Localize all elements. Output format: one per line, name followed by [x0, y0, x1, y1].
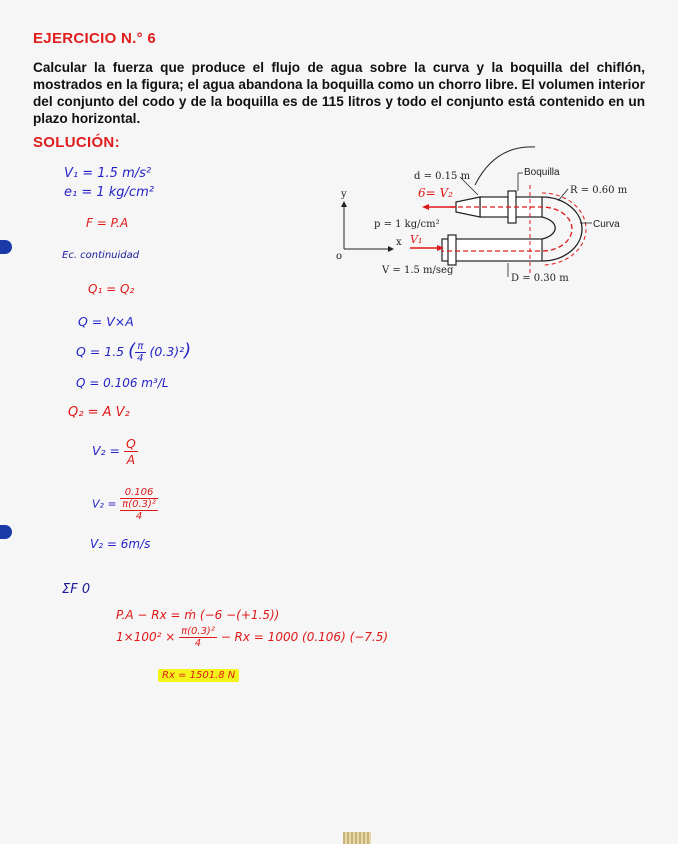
pipe-diagram [330, 135, 650, 295]
paper-mark [343, 832, 371, 844]
velocity2-substitution: V₂ = 0.106 π(0.3)² 4 [92, 487, 156, 522]
binder-hole-bottom [0, 525, 12, 539]
flow-result: Q = 0.106 m³/L [76, 376, 169, 390]
binder-hole-top [0, 240, 12, 254]
given-pressure: e₁ = 1 kg/cm² [64, 185, 154, 200]
exercise-title: EJERCICIO N.° 6 [33, 30, 157, 47]
velocity2-result: V₂ = 6m/s [90, 537, 151, 551]
problem-statement: Calcular la fuerza que produce el flujo de agua sobre la curva y la boquilla del chiflón, mostrados en la figura; el agua abandona la boquilla como un chorro libre. El volumen interior del conjunto del codo y de la boquilla es de 115 litros y todo el conjunto está contenido en un plazo horizontal. [33, 60, 645, 126]
answer-reaction: Rx = 1501.8 N [158, 670, 239, 681]
note-v2: 6= V₂ [418, 186, 453, 200]
label-nozzle-diameter: d = 0.15 m [414, 171, 471, 182]
label-radius: R = 0.60 m [570, 185, 628, 196]
label-pressure: p = 1 kg/cm² [374, 219, 440, 230]
label-curva: Curva [593, 219, 620, 230]
flow-formula: Q = V×A [78, 314, 134, 329]
given-velocity: V₁ = 1.5 m/s² [64, 166, 152, 181]
momentum-equation: P.A − Rx = ṁ (−6 −(+1.5)) [116, 608, 280, 622]
momentum-substitution: 1×100² × $\frac{\text{π(0.3)²}}{4}$ − Rx = 1000 (0.106) (−7.5) [116, 626, 389, 649]
label-boquilla: Boquilla [524, 167, 560, 178]
solution-title: SOLUCIÓN: [33, 134, 120, 151]
origin-label: o [336, 251, 343, 262]
velocity2-formula: V₂ = $\frac{Q}{A}$ [92, 436, 136, 467]
continuity-label: Ec. continuidad [62, 250, 140, 261]
flow-calculation: Q = 1.5 ( $\frac{\pi}{4}$ (0.3)²) [76, 340, 192, 364]
axis-x-label: x [396, 237, 402, 248]
axis-y-label: y [341, 189, 347, 200]
flow-second-formula: Q₂ = A V₂ [68, 405, 130, 420]
note-v1: V₁ [410, 233, 423, 246]
force-formula: F = P.A [86, 216, 129, 230]
sum-of-forces: ΣF 0 [62, 582, 91, 597]
continuity-equation: Q₁ = Q₂ [88, 282, 135, 296]
label-pipe-diameter: D = 0.30 m [511, 273, 569, 284]
label-velocity: V = 1.5 m/seg [382, 265, 454, 276]
